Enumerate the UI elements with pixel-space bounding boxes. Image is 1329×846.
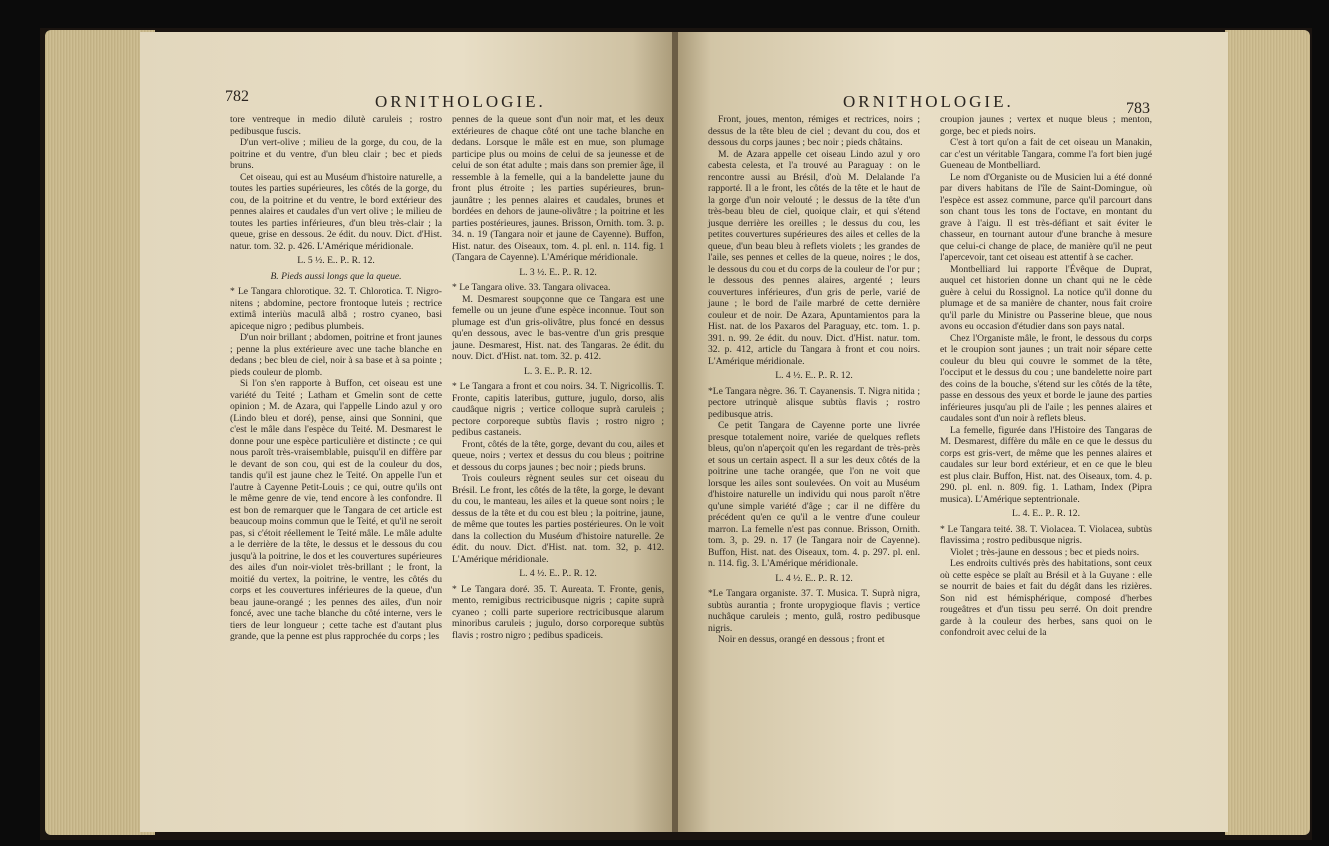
text-block-meas: L. 4 ½. E.. P.. R. 12. [775, 370, 853, 381]
text-block-meas: L. 4 ½. E.. P.. R. 12. [775, 572, 853, 584]
text-block-entry: * Le Tangara doré. 35. T. Aureata. T. Fronte, genis, mento, remigibus rectricibusque nigris ; capite suprà cyaneo ; colli parte superiore rectricibusque alarum minoribus caruleis ; jugulo, dorso corporeque subtùs flavis ; rostro nigro ; pedibus spadiceis. [452, 583, 664, 641]
left-page-number: 782 [225, 88, 249, 105]
right-column-1 [708, 114, 920, 646]
text-block-text: pennes de la queue sont d'un noir mat, et les deux extérieures de chaque côté ont une tache blanche en dedans. Lorsque le mâle est en mue, son plumage participe plus ou moins de celui de sa jeunesse et de celui de son état adulte ; mais dans son premier âge, il ressemble à la femelle, qui a la bandelette jaune du front plus étroite ; les parties supérieures, brun-jaunâtre ; les pennes alaires et caudales, brunes et bordées en dehors de jaune-olivâtre ; la poitrine et les parties postérieures, jaunes. Brisson, Ornith. tom. 3. p. 34. n. 19 (Tangara noir et jaune de Cayenne). Buffon, Hist. natur. des Oiseaux, tom. 4. pl. enl. n. 114. fig. 1 (Tangara de Cayenne). L'Amérique méridionale. [452, 114, 664, 263]
text-block-para: D'un vert-olive ; milieu de la gorge, du cou, de la poitrine et du ventre, d'un bleu clair ; bec et pieds bruns. [230, 137, 442, 171]
left-column-1 [230, 114, 442, 643]
right-running-head: ORNITHOLOGIE. [843, 92, 1014, 111]
text-block-para: La femelle, figurée dans l'Histoire des Tangaras de M. Desmarest, diffère du mâle en ce que le dessus du corps est gris-vert, de même que les pennes alaires et caudales sur leur bord extérieur, et en ce que le bleu est plus clair. Buffon, Hist. nat. des Oiseaux, tom. 4. p. 290. pl. enl. n. 809. fig. 1. Latham, Index (Pipra musica). L'Amérique septentrionale. [940, 424, 1152, 505]
right-column-2 [940, 114, 1152, 639]
text-block-para: Ce petit Tangara de Cayenne porte une livrée presque totalement noire, variée de quelques reflets bleus, qu'on n'aperçoit qu'en les regardant de très-près et sous un certain aspect. Il a sur les deux côtés de la poitrine une tache orangée, que l'on ne voit que lorsque les ailes sont soulevées. On voit au Muséum d'histoire naturelle un individu qui nous paroît n'être qu'une simple variété d'âge ; car il ne diffère du précédent qu'en ce qu'il a le ventre d'une couleur marron. La femelle n'est pas connue. Brisson, Ornith. tom. 3, p. 29. n. 17 (le Tangara noir de Cayenne). Buffon, Hist. nat. des Oiseaux, tom. 4. p. 297. pl. enl. n. 114. fig. 3. L'Amérique méridionale. [708, 420, 920, 569]
text-block-entry: * Le Tangara teité. 38. T. Violacea. T. Violacea, subtùs flavissima ; rostro pedibusque nigris. [940, 523, 1152, 546]
text-block-meas: L. 3. E.. P.. R. 12. [524, 365, 592, 377]
text-block-meas: L. 5 ½. E.. P.. R. 12. [297, 255, 375, 266]
text-block-para: Trois couleurs règnent seules sur cet oiseau du Brésil. Le front, les côtés de la tête, la gorge, le devant du cou, le manteau, les ailes et la queue sont noirs ; le dessus de la tête et du cou est bleu ; la poitrine, jaune, de même que toutes les parties postérieures. On le voit dans la collection du Muséum d'histoire naturelle. 2e édit. du nouv. Dict. d'Hist. nat. tom. 32, p. 412. L'Amérique méridionale. [452, 473, 664, 565]
text-block-para: Cet oiseau, qui est au Muséum d'histoire naturelle, a toutes les parties supérieures, les côtés de la gorge, du cou, de la poitrine et du ventre, le bord extérieur des pennes alaires et caudales d'un vert olive ; le milieu de toutes les parties inférieures, d'un bleu très-clair ; la queue, grise en dessous. 2e édit. du nouv. Dict. d'Hist. natur. tom. 32. p. 426. L'Amérique méridionale. [230, 171, 442, 252]
text-block-para: M. de Azara appelle cet oiseau Lindo azul y oro cabesta celesta, et l'a trouvé au Paraguay : on le rencontre aussi au Brésil, d'où M. Delalande l'a rapporté. Il a le front, les côtés de la tête et le haut de la gorge d'un noir velouté ; le dessus de la tête d'un très-beau bleu de ciel, quoique clair, et qui s'étend jusque derrière les oreilles ; le dessus du cou, les petites couvertures supérieures des ailes et celles de la queue, d'un beau bleu à reflets violets ; les grandes de l'aile, ses pennes et celles de la queue, noires ; le dos, le dessous du cou et du corps de la couleur de l'or pur ; le dessous des pennes alaires, argenté ; leurs couvertures inférieures, d'un gris de perle, varié de jaune ; le bord de l'aile marbré de cette dernière couleur et de noir. De Azara, Apuntamientos para la Hist. nat. de los Paxaros del Paraguay, etc. tom. 1. p. 391. n. 99. 2e édit. du nouv. Dict. d'Hist. natur. tom. 32. p. 412, article du Tangara à front et cou noirs. L'Amérique méridionale. [708, 148, 920, 367]
text-block-para: Les endroits cultivés près des habitations, sont ceux où cette espèce se plaît au Brésil et à la Guyane : elle se nourrit de baies et fait du dégât dans les rizières. Son nid est hémisphérique, composé d'herbes rougeâtres et d'un tissu peu serré. On doit prendre garde à la couleur des herbes, sans quoi on le confondroit avec celui de la [940, 558, 1152, 638]
text-block-para: Front, joues, menton, rémiges et rectrices, noirs ; dessus de la tête bleu de ciel ; devant du cou, dos et dessous du corps jaunes ; bec noir ; pieds châtains. [708, 114, 920, 148]
text-block-meas: L. 4 ½. E.. P.. R. 12. [519, 568, 597, 579]
left-column-2 [452, 114, 664, 641]
left-running-head: ORNITHOLOGIE. [375, 92, 546, 111]
text-block-entry: *Le Tangara nègre. 36. T. Cayanensis. T. Nigra nitida ; pectore utrinquè alisque subtùs flavis ; rostro pedibusque atris. [708, 385, 920, 420]
text-block-text: tore ventreque in medio dilutè caruleis ; rostro pedibusque fuscis. [230, 114, 442, 137]
text-block-para: D'un noir brillant ; abdomen, poitrine et front jaunes ; penne la plus extérieure avec une tache blanche en dedans ; bec bleu de ciel, noir à sa base et à sa pointe ; pieds couleur de plomb. [230, 332, 442, 378]
text-block-meas: L. 4. E.. P.. R. 12. [1012, 508, 1080, 519]
left-page-edges [45, 30, 155, 835]
text-block-text: croupion jaunes ; vertex et nuque bleus ; menton, gorge, bec et pieds noirs. [940, 114, 1152, 137]
right-page-number: 783 [1126, 100, 1150, 117]
right-page-edges [1225, 30, 1310, 835]
left-page [140, 32, 675, 832]
right-page [678, 32, 1228, 832]
text-block-para: Chez l'Organiste mâle, le front, le dessous du corps et le croupion sont jaunes ; un trait noir sépare cette couleur du bleu qui couvre le sommet de la tête, l'occiput et le dessus du cou ; une bandelette noire part des coins de la bouche, s'étend sur les côtés de la tête, passe en dessous des yeux et borde le jaune des parties inférieures jusqu'au pli de l'aile ; les pennes alaires et caudales sont d'un noir à reflets bleus. [940, 332, 1152, 424]
text-block-para: Le nom d'Organiste ou de Musicien lui a été donné par divers habitans de l'île de Saint-Domingue, où l'espèce est assez commune, parce qu'il parcourt dans son chant tous les tons de l'octave, en montant du grave à l'aigu. Il est très-défiant et sait éviter le chasseur, en tournant autour d'une branche à mesure que celui-ci change de place, de manière qu'il ne peut l'apercevoir, tant cet oiseau est attentif à se cacher. [940, 171, 1152, 263]
text-block-para: Noir en dessus, orangé en dessous ; front et [718, 634, 885, 645]
text-block-entry: * Le Tangara chlorotique. 32. T. Chlorotica. T. Nigro-nitens ; abdomine, pectore frontoque luteis ; rectrice extimâ interiùs maculâ albâ ; rostro cyaneo, basi apiceque nigro ; pedibus plumbeis. [230, 286, 442, 332]
text-block-entry: * Le Tangara a front et cou noirs. 34. T. Nigricollis. T. Fronte, capitis lateribus, gutture, jugulo, dorso, alis caudâque nigris ; vertice colloque suprà caruleis ; pectore corporeque subtùs flavis ; rostro nigro ; pedibus castaneis. [452, 381, 664, 438]
text-block-para: Montbelliard lui rapporte l'Évêque de Duprat, auquel cet historien donne un chant qui ne le cède guère à celui du Rossignol. La notice qu'il donne du plumage et de sa manière de chanter, nous fait croire qu'il parle du Ministre ou Passerine bleue, que nous avons eu occasion d'étudier dans son pays natal. [940, 263, 1152, 332]
text-block-entry: *Le Tangara organiste. 37. T. Musica. T. Suprà nigra, subtùs aurantia ; fronte uropygioque flavis ; vertice nuchâque caruleis ; mento, gulâ, rostro pedibusque nigris. [708, 588, 920, 634]
text-block-para: M. Desmarest soupçonne que ce Tangara est une femelle ou un jeune d'une espèce inconnue. Tout son plumage est d'un gris-olivâtre, plus foncé en dessus qu'en dessous, avec le bas-ventre d'un gris presque jaune. Desmarest, Hist. nat. des Tangaras. 2e édit. du nouv. Dict. d'Hist. nat. tom. 32. p. 412. [452, 293, 664, 362]
text-block-sub: B. Pieds aussi longs que la queue. [270, 270, 402, 282]
text-block-para: C'est à tort qu'on a fait de cet oiseau un Manakin, car c'est un véritable Tangara, comme l'a fort bien jugé Gueneau de Montbelliard. [940, 137, 1152, 171]
text-block-entry: * Le Tangara olive. 33. Tangara olivacea. [452, 282, 611, 293]
text-block-para: Violet ; très-jaune en dessous ; bec et pieds noirs. [950, 546, 1140, 558]
text-block-para: Front, côtés de la tête, gorge, devant du cou, ailes et queue, noirs ; vertex et dessus du cou bleus ; poitrine et dessous du corps jaunes ; bec noir ; pieds bruns. [452, 438, 664, 473]
text-block-meas: L. 3 ½. E.. P.. R. 12. [519, 266, 597, 278]
text-block-para: Si l'on s'en rapporte à Buffon, cet oiseau est une variété du Teité ; Latham et Gmelin sont de cette opinion ; M. de Azara, qui l'appelle Lindo azul y oro (Lindo bleu et doré), pense, ainsi que Sonnini, que c'est le mâle dans l'espèce du Teité. M. Desmarest le donne pour une espèce particulière et distincte ; ce qui nous paroît très-vraisemblable, puisqu'il en diffère par le devant de son cou, qui est de la couleur du dos, tandis qu'il est jaune chez le Teité. On appelle l'un et l'autre à Cayenne Petit-Louis ; ce qui, outre qu'ils ont le même genre de vie, tend encore à les confondre. Il est bon de remarquer que le Tangara de cet article est beaucoup moins commun que le Teité, et qu'il ne seroit pas, si c'étoit réellement le Teité mâle. Le mâle adulte a le derrière de la tête, le dessus et le dessous du cou jusqu'à la poitrine, le dos et les couvertures supérieures des ailes d'un noir-violet très-brillant ; le front, la moitié du vertex, la poitrine, le ventre, les côtés du corps et les couvertures inférieures de la queue, d'un beau jaune-orangé ; les pennes des ailes, d'un noir foncé, avec une tache blanche du côté interne, vers le tiers de leur longueur ; cette tache est d'autant plus grande, que la penne est plus rapprochée du corps ; les [230, 378, 442, 642]
